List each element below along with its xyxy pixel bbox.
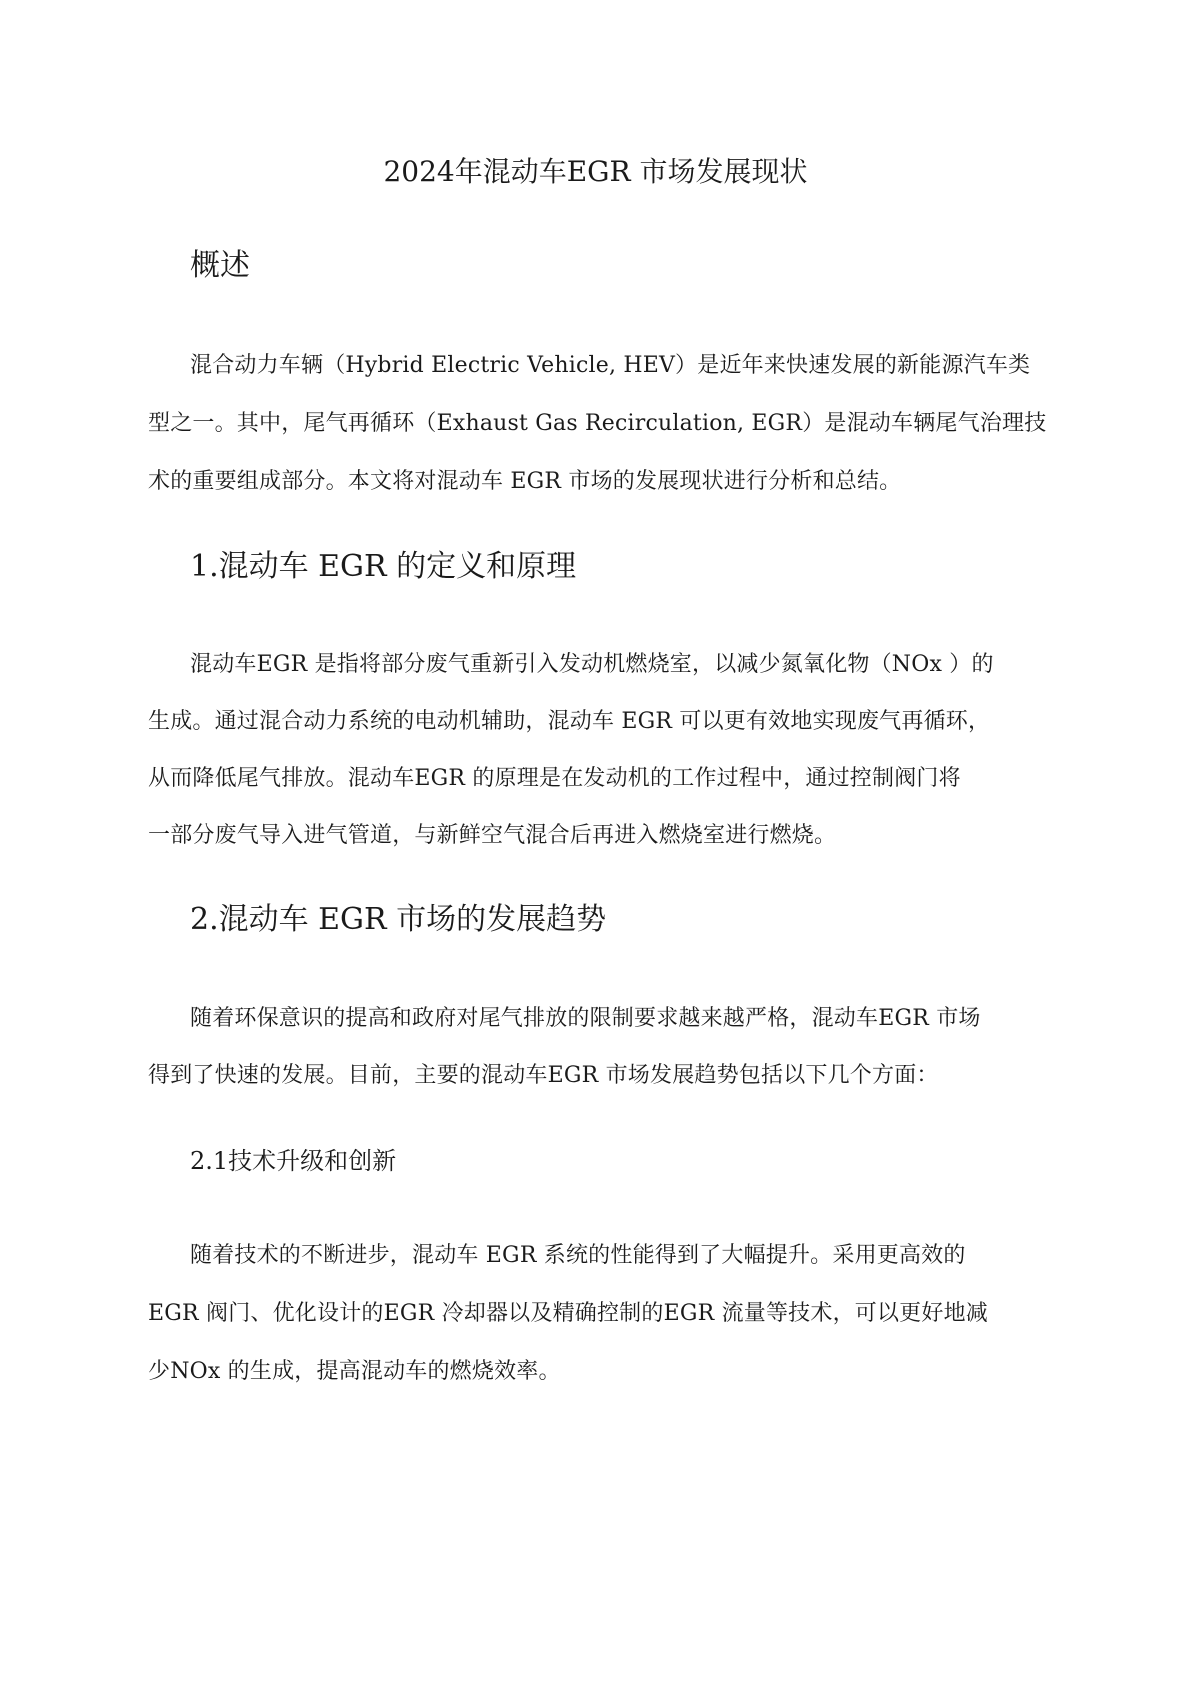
paragraph-line: 得到了快速的发展。目前，主要的混动车EGR 市场发展趋势包括以下几个方面： xyxy=(148,1063,939,1088)
paragraph-line: 少NOx 的生成，提高混动车的燃烧效率。 xyxy=(148,1359,561,1384)
section-heading-definition: 1.混动车 EGR 的定义和原理 xyxy=(190,549,577,584)
paragraph-line: 随着技术的不断进步，混动车 EGR 系统的性能得到了大幅提升。采用更高效的 xyxy=(190,1243,966,1268)
section-heading-overview: 概述 xyxy=(190,248,250,283)
paragraph-line: 随着环保意识的提高和政府对尾气排放的限制要求越来越严格，混动车EGR 市场 xyxy=(190,1006,981,1031)
paragraph-line: EGR 阀门、优化设计的EGR 冷却器以及精确控制的EGR 流量等技术，可以更好地减 xyxy=(148,1301,988,1326)
paragraph-line: 生成。通过混合动力系统的电动机辅助，混动车 EGR 可以更有效地实现废气再循环， xyxy=(148,709,991,734)
paragraph-line: 术的重要组成部分。本文将对混动车 EGR 市场的发展现状进行分析和总结。 xyxy=(148,469,902,494)
section-heading-trends: 2.混动车 EGR 市场的发展趋势 xyxy=(190,902,607,937)
document-title: 2024年混动车EGR 市场发展现状 xyxy=(383,155,808,188)
paragraph-line: 从而降低尾气排放。混动车EGR 的原理是在发动机的工作过程中，通过控制阀门将 xyxy=(148,766,961,791)
paragraph-line: 混合动力车辆（Hybrid Electric Vehicle, HEV）是近年来快速发展的新能源汽车类 xyxy=(190,353,1031,378)
subsection-heading-tech-upgrade: 2.1技术升级和创新 xyxy=(190,1147,397,1175)
paragraph-line: 混动车EGR 是指将部分废气重新引入发动机燃烧室，以减少氮氧化物（NOx ）的 xyxy=(190,652,994,677)
paragraph-line: 一部分废气导入进气管道，与新鲜空气混合后再进入燃烧室进行燃烧。 xyxy=(148,823,837,848)
paragraph-line: 型之一。其中，尾气再循环（Exhaust Gas Recirculation, EGR）是混动车辆尾气治理技 xyxy=(148,411,1047,436)
